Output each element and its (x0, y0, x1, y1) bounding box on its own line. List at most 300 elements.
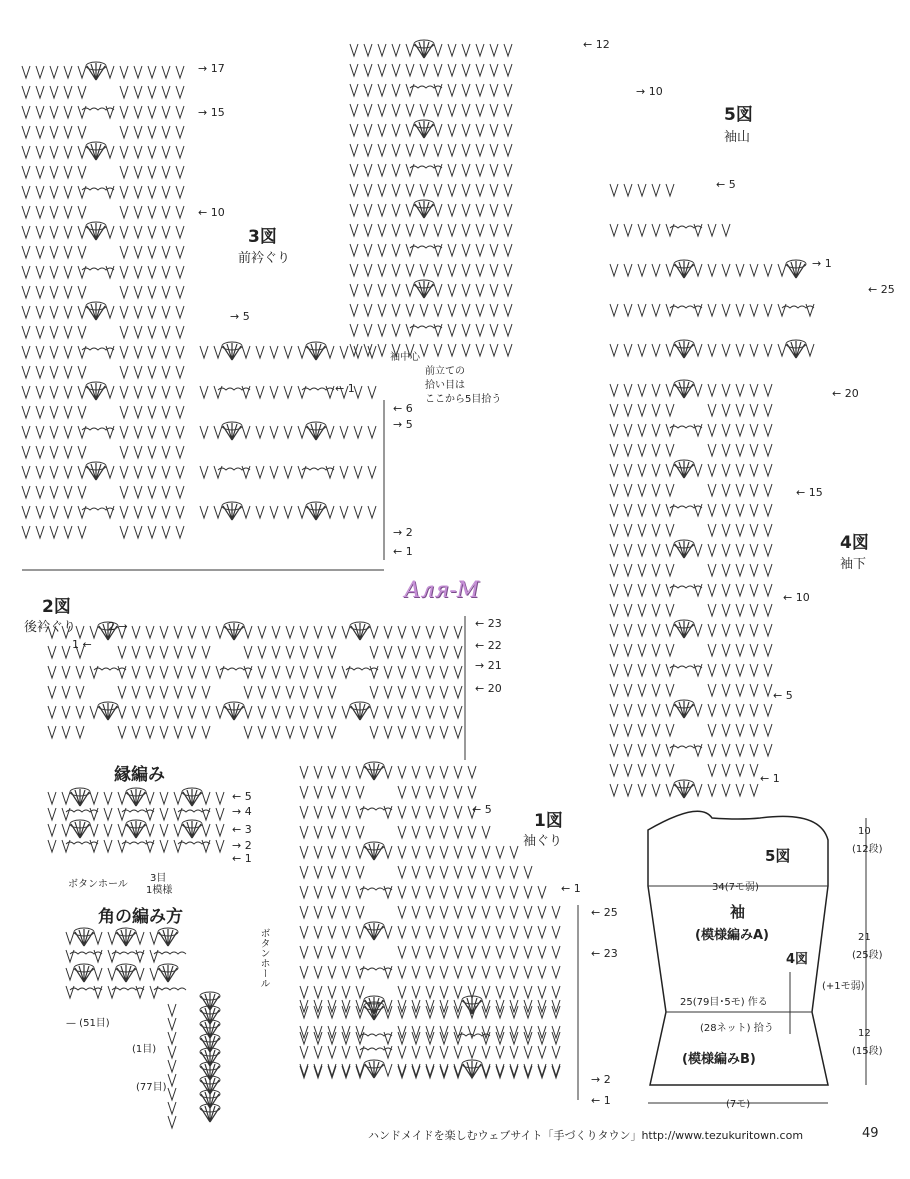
fig4b-v (610, 764, 618, 776)
fig4-row-5: ← 5 (773, 689, 793, 702)
fig3-v (64, 226, 72, 238)
fig5b-v (378, 304, 386, 316)
fig3b-v (64, 526, 72, 538)
fig4-v (610, 624, 618, 636)
fig5-v (476, 244, 484, 256)
fig1-v (314, 886, 322, 898)
fig4b-v (708, 444, 716, 456)
fig5-v (392, 164, 400, 176)
fig1b-v (328, 986, 336, 998)
fig1-chain (360, 968, 392, 970)
fig3-v (50, 146, 58, 158)
schem-mid2: (28ネット) 拾う (700, 1023, 774, 1034)
fig5-v (462, 44, 470, 56)
fig2b-v (272, 726, 280, 738)
fig5b-v (406, 144, 414, 156)
fig2-v (258, 626, 266, 638)
fig3b-v (78, 166, 86, 178)
fig5-center-label: 袖中心 (390, 352, 420, 363)
fig4-v (708, 784, 716, 796)
fig3-v (50, 226, 58, 238)
fig3b-v (148, 406, 156, 418)
fig5c-v (638, 184, 646, 196)
schem-d-mid: 21 (858, 932, 871, 943)
fig4-v (610, 744, 618, 756)
fig5-v (504, 284, 512, 296)
fig4-v (750, 744, 758, 756)
fig5c-v (652, 224, 660, 236)
fig5b-v (504, 264, 512, 276)
fig4-fan (674, 620, 694, 638)
fig3-v (22, 186, 30, 198)
fig3-v (176, 346, 184, 358)
fig3b-v (120, 366, 128, 378)
fig2-subtitle: 後衿ぐり (24, 620, 77, 635)
fig4-v (764, 704, 772, 716)
fig1-v (468, 1046, 476, 1058)
edging-row-5: ← 5 (232, 790, 252, 803)
fig3b-v (134, 246, 142, 258)
fig5b-v (448, 104, 456, 116)
corner-v (94, 932, 102, 944)
fig2b-v (244, 686, 252, 698)
corner-col (168, 1088, 176, 1100)
fig4b-v (750, 644, 758, 656)
fig5-v (448, 204, 456, 216)
fig3b-v (148, 486, 156, 498)
edge-fan (182, 820, 202, 838)
fig5-v (350, 124, 358, 136)
fig5b-v (406, 264, 414, 276)
fig2b-v (454, 726, 462, 738)
fig2b-v (426, 726, 434, 738)
fig2b-v (398, 686, 406, 698)
fig2-v (286, 706, 294, 718)
fig4-v (694, 704, 702, 716)
fig5b-v (420, 344, 428, 356)
fig3-v (162, 106, 170, 118)
fig5-v (364, 204, 372, 216)
edge-v (146, 792, 154, 804)
edging-row-4: → 4 (232, 805, 252, 818)
fig2b-v (132, 686, 140, 698)
fig3-v (50, 426, 58, 438)
fig1b-v (426, 786, 434, 798)
fig4-v (708, 384, 716, 396)
fig1-v (482, 886, 490, 898)
fig1-v (398, 966, 406, 978)
fig1c-fan (462, 1060, 482, 1078)
fig4-v (722, 784, 730, 796)
fig5c-v (750, 344, 758, 356)
fig3b-v (22, 206, 30, 218)
fig4-v (764, 744, 772, 756)
fig4-v (750, 584, 758, 596)
corner-v (136, 968, 144, 980)
fig5c-v (624, 304, 632, 316)
fig4-v (764, 544, 772, 556)
fig3-chain (82, 268, 114, 270)
fig5c-v (778, 344, 786, 356)
fig1b-v (552, 906, 560, 918)
fig4b-v (652, 644, 660, 656)
fig1b-v (426, 986, 434, 998)
fig4b-v (666, 644, 674, 656)
fig3-v (148, 306, 156, 318)
fig3b-v (176, 86, 184, 98)
fig2-v (216, 706, 224, 718)
schem-d-mid3: (+1モ弱) (822, 981, 865, 992)
fig2b-v (174, 686, 182, 698)
fig4-v (736, 424, 744, 436)
fig4b-v (666, 764, 674, 776)
fig2b-v (314, 726, 322, 738)
fig3-v (106, 146, 114, 158)
fig5c-v (652, 264, 660, 276)
fig1b-v (342, 786, 350, 798)
schem-top-width: 34(7モ弱) (712, 882, 759, 893)
fig5b-v (420, 64, 428, 76)
fig4-v (722, 704, 730, 716)
fig4-v (694, 624, 702, 636)
fig4b-v (764, 444, 772, 456)
fig5-v (504, 124, 512, 136)
fig3-v (134, 346, 142, 358)
fig3-chain (82, 428, 114, 430)
fig2b-v (314, 646, 322, 658)
fig5c-v (722, 304, 730, 316)
fig5-v (434, 204, 442, 216)
fig4b-v (722, 484, 730, 496)
fig3-v (120, 346, 128, 358)
fig2-v (384, 666, 392, 678)
fig3b-v (50, 206, 58, 218)
fig2-v (398, 626, 406, 638)
fig1c-fan (364, 996, 384, 1014)
fig1-v (482, 846, 490, 858)
fig2-v (384, 706, 392, 718)
fig4b-v (708, 404, 716, 416)
fig2-fan (224, 702, 244, 720)
fig3b-v (64, 326, 72, 338)
fig5-v (490, 204, 498, 216)
fig4-v (694, 784, 702, 796)
fig5-row-25: ← 25 (868, 283, 895, 296)
fig3c-v (270, 386, 278, 398)
fig4-v (624, 544, 632, 556)
fig2b-v (440, 686, 448, 698)
fig3-fan (86, 382, 106, 400)
edge-v (216, 792, 224, 804)
fig5c-v (624, 264, 632, 276)
fig1-v (510, 966, 518, 978)
fig1-chain (360, 808, 392, 810)
fig3-v (22, 106, 30, 118)
edge-fan (70, 788, 90, 806)
fig4-v (722, 504, 730, 516)
note-line1: 前立ての (425, 366, 465, 377)
fig4b-v (624, 404, 632, 416)
fig3-v (22, 306, 30, 318)
fig2-v (76, 626, 84, 638)
edging-row-3: ← 3 (232, 823, 252, 836)
fig3-v (78, 66, 86, 78)
fig3-v (120, 386, 128, 398)
fig3-fan (86, 222, 106, 240)
fig3b-v (50, 526, 58, 538)
fig5c-v (722, 224, 730, 236)
fig3-v (22, 266, 30, 278)
fig2b-v (202, 726, 210, 738)
fig3c-fan (222, 502, 242, 520)
fig4b-v (624, 684, 632, 696)
fig3-v (148, 266, 156, 278)
schem-d-bot: 12 (858, 1028, 871, 1039)
footer-text: ハンドメイドを楽しむウェブサイト「手づくりタウン」http://www.tezukuritown.com (368, 1129, 804, 1142)
fig1-v (342, 926, 350, 938)
fig3-v (162, 266, 170, 278)
fig1b-v (524, 866, 532, 878)
fig3-v (134, 106, 142, 118)
fig1-v (328, 766, 336, 778)
fig1-v (454, 1046, 462, 1058)
corner-col-fan (200, 1104, 220, 1122)
fig1-row-5: ← 5 (472, 803, 492, 816)
fig3-v (64, 266, 72, 278)
fig4b-v (708, 764, 716, 776)
edge-v (146, 824, 154, 836)
fig4-row-15: ← 15 (796, 486, 823, 499)
fig2b-v (62, 646, 70, 658)
fig3-v (50, 106, 58, 118)
fig5-v (462, 284, 470, 296)
fig4-v (736, 744, 744, 756)
schem-d-top2: (12段) (852, 844, 883, 855)
fig4-v (750, 704, 758, 716)
fig4-v (624, 704, 632, 716)
fig1-v (496, 926, 504, 938)
fig1b-v (524, 946, 532, 958)
fig3c-v (284, 346, 292, 358)
fig5-fan (414, 280, 434, 298)
fig3b-v (176, 206, 184, 218)
edge-v (48, 808, 56, 820)
fig1-v (468, 886, 476, 898)
fig1-v (468, 766, 476, 778)
fig4-v (624, 664, 632, 676)
fig1-v (328, 926, 336, 938)
fig2b-v (62, 686, 70, 698)
corner-fan (158, 964, 178, 982)
edging-repeat-bottom: 1模様 (146, 885, 173, 896)
fig3c-v (214, 506, 222, 518)
fig5-title: 5図 (724, 105, 753, 125)
fig4-v (666, 704, 674, 716)
fig4-v (736, 544, 744, 556)
fig4-v (750, 464, 758, 476)
fig1-v (426, 806, 434, 818)
fig2-row-22: ← 22 (475, 639, 502, 652)
fig3-v (162, 226, 170, 238)
fig3b-v (64, 486, 72, 498)
corner-v (108, 932, 116, 944)
fig4-v (610, 464, 618, 476)
fig3-chain (82, 508, 114, 510)
fig1-v (314, 846, 322, 858)
fig1b-v (412, 826, 420, 838)
fig1b-v (300, 946, 308, 958)
fig5b-v (490, 104, 498, 116)
fig3c-v (368, 426, 376, 438)
fig4b-v (736, 764, 744, 776)
fig4-v (624, 504, 632, 516)
fig3b-v (36, 246, 44, 258)
fig3-v (134, 466, 142, 478)
fig5-v (364, 44, 372, 56)
fig2-v (286, 626, 294, 638)
fig3b-v (120, 486, 128, 498)
fig4-v (708, 744, 716, 756)
fig1b-v (552, 986, 560, 998)
fig4-v (722, 584, 730, 596)
fig2-v (272, 626, 280, 638)
fig3c-v (284, 386, 292, 398)
fig4-v (736, 704, 744, 716)
edging-row-2: → 2 (232, 839, 252, 852)
fig4-v (624, 464, 632, 476)
fig1b-v (426, 946, 434, 958)
fig3b-v (64, 206, 72, 218)
fig3c-v (200, 426, 208, 438)
fig5b-v (392, 184, 400, 196)
fig2-v (160, 626, 168, 638)
fig5b-v (420, 104, 428, 116)
fig3b-v (22, 286, 30, 298)
fig1-v (314, 966, 322, 978)
fig5-v (406, 284, 414, 296)
fig3-v (148, 186, 156, 198)
fig3-v (36, 146, 44, 158)
fig4-v (610, 544, 618, 556)
fig3b-v (134, 166, 142, 178)
fig3-row-1b: ← 1 (393, 545, 413, 558)
fig1-row-25: ← 25 (591, 906, 618, 919)
fig2-v (272, 706, 280, 718)
fig1-v (538, 926, 546, 938)
fig5-v (378, 124, 386, 136)
fig4b-v (638, 724, 646, 736)
fig3-v (78, 146, 86, 158)
corner-v (136, 932, 144, 944)
fig5-v (490, 124, 498, 136)
fig4b-v (736, 604, 744, 616)
fig5b-v (434, 184, 442, 196)
fig2-v (48, 666, 56, 678)
fig4-v (736, 784, 744, 796)
fig3b-v (134, 526, 142, 538)
fig3b-v (64, 126, 72, 138)
fig2-v (244, 626, 252, 638)
edge-chain (178, 810, 210, 812)
fig2-v (62, 666, 70, 678)
fig4-v (624, 424, 632, 436)
fig4-v (736, 384, 744, 396)
fig5-v (490, 84, 498, 96)
fig1b-v (454, 866, 462, 878)
fig5b-v (448, 184, 456, 196)
fig4-v (638, 464, 646, 476)
fig1-v (356, 766, 364, 778)
schem-d-top: 10 (858, 826, 871, 837)
fig2-v (412, 666, 420, 678)
fig1b-v (356, 786, 364, 798)
fig3-v (22, 426, 30, 438)
fig1b-v (482, 826, 490, 838)
fig3c-v (354, 506, 362, 518)
fig5c-v (610, 304, 618, 316)
fig1-v (524, 1046, 532, 1058)
fig5b-v (378, 264, 386, 276)
fig1b-v (300, 866, 308, 878)
fig4-v (694, 464, 702, 476)
fig4-v (736, 624, 744, 636)
fig4b-v (736, 444, 744, 456)
fig1-v (538, 886, 546, 898)
fig4b-v (708, 484, 716, 496)
fig1-v (356, 926, 364, 938)
fig5-v (364, 324, 372, 336)
fig1b-v (398, 866, 406, 878)
corner-chain (154, 952, 186, 954)
fig3b-v (22, 486, 30, 498)
fig5b-v (448, 264, 456, 276)
edge-v (62, 792, 70, 804)
fig3b-v (176, 286, 184, 298)
page-number: 49 (862, 1126, 879, 1141)
fig4-chain (670, 586, 702, 588)
fig1-v (300, 846, 308, 858)
fig2b-v (286, 686, 294, 698)
fig3-v (134, 266, 142, 278)
fig1-v (398, 806, 406, 818)
fig3b-v (78, 406, 86, 418)
fig3-v (162, 186, 170, 198)
fig3c-v (214, 426, 222, 438)
schem-bottom: (7モ) (726, 1099, 751, 1110)
fig2b-v (370, 646, 378, 658)
fig5b-v (434, 104, 442, 116)
fig2b-v (258, 686, 266, 698)
fig3b-v (64, 366, 72, 378)
fig3b-v (120, 86, 128, 98)
fig1b-v (314, 906, 322, 918)
fig3-v (120, 146, 128, 158)
fig5b-v (476, 304, 484, 316)
fig2b-v (370, 726, 378, 738)
fig1-v (300, 1046, 308, 1058)
fig3b-v (120, 286, 128, 298)
fig5-v (434, 124, 442, 136)
fig1-v (454, 926, 462, 938)
fig1-v (300, 806, 308, 818)
edging-repeat-top: 3目 (150, 873, 167, 884)
fig2b-v (328, 686, 336, 698)
fig1-v (342, 1046, 350, 1058)
fig3b-v (162, 86, 170, 98)
fig3-fan (86, 462, 106, 480)
fig5b-v (420, 304, 428, 316)
fig3-fan (86, 62, 106, 80)
